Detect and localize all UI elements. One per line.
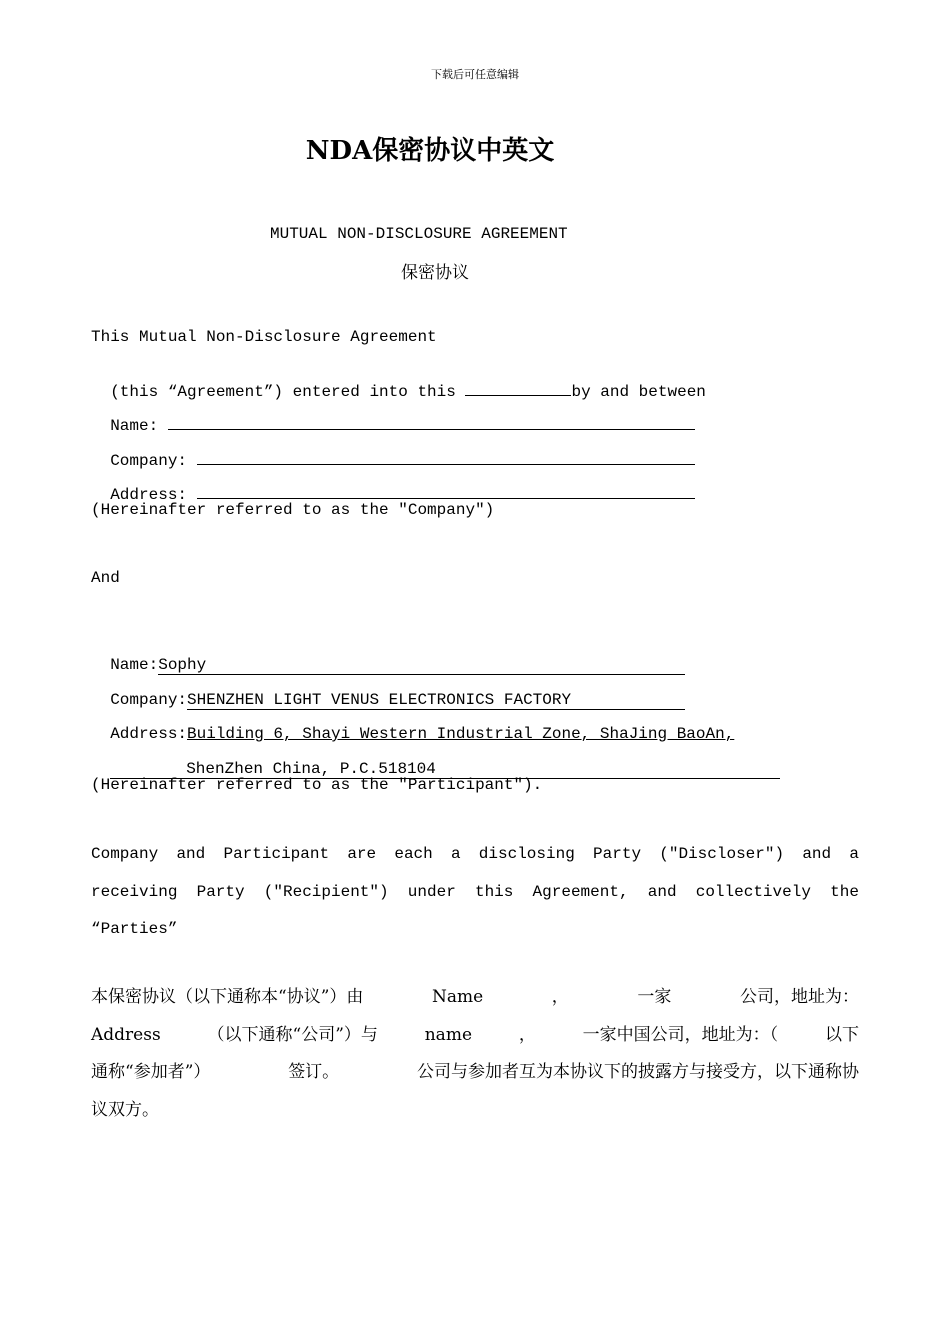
cn-segment: 一家中国公司，地址为：（ xyxy=(582,1024,779,1045)
party2-address-label: Address: xyxy=(110,725,188,743)
parties-word: disclosing xyxy=(478,845,575,863)
cn-segment: name xyxy=(424,1024,472,1045)
party2-name-value: Sophy xyxy=(158,656,685,675)
party2-address-value-2: ShenZhen China, P.C.518104 xyxy=(186,760,436,778)
party2-name-row xyxy=(91,638,685,675)
party1-company-row xyxy=(91,432,695,470)
party1-name-blank xyxy=(168,415,695,430)
parties-word: ("Discloser") xyxy=(659,845,785,863)
parties-word: and xyxy=(176,845,206,863)
party1-address-row xyxy=(91,466,695,504)
party1-address-label: Address: xyxy=(110,486,197,504)
parties-word: collectively xyxy=(695,882,811,901)
parties-paragraph xyxy=(91,836,859,949)
party2-company-row xyxy=(91,673,685,710)
and-text: And xyxy=(91,569,120,587)
header-note: 下载后可任意编辑 xyxy=(431,68,519,81)
party2-company-label: Company: xyxy=(110,691,188,709)
parties-word: the xyxy=(830,882,859,901)
cn-segment: 本保密协议（以下通称本“协议”）由 xyxy=(91,987,364,1007)
cn-segment: Address xyxy=(91,1024,161,1045)
cn-segment: ， xyxy=(518,1024,536,1045)
cn-segment: 签订。 xyxy=(288,1062,340,1082)
parties-word: Agreement, xyxy=(532,882,629,901)
parties-line-1 xyxy=(91,836,859,874)
party1-company-blank xyxy=(197,450,695,465)
agreement-title-cn: 保密协议 xyxy=(401,263,469,283)
parties-word: are xyxy=(347,845,377,863)
party1-company-label: Company: xyxy=(110,452,197,470)
parties-word: Company xyxy=(91,845,159,863)
party2-address-row xyxy=(91,707,734,743)
cn-line-2 xyxy=(91,1017,859,1055)
parties-line-2 xyxy=(91,874,859,912)
party2-address-value-1: Building 6, Shayi Western Industrial Zone, ShaJing BaoAn, xyxy=(187,725,735,743)
cn-segment: 通称“参加者”） xyxy=(91,1062,211,1082)
party2-referred: (Hereinafter referred to as the "Participant"). xyxy=(91,776,543,794)
parties-word: ("Recipient") xyxy=(263,882,389,901)
party1-address-blank xyxy=(197,484,695,499)
parties-word: a xyxy=(450,845,461,863)
cn-line-1 xyxy=(91,979,859,1017)
party2-address-row-2 xyxy=(91,742,780,779)
parties-word: and xyxy=(647,882,677,901)
party1-name-row xyxy=(91,397,695,435)
cn-paragraph xyxy=(91,979,859,1129)
cn-segment: 一家 xyxy=(637,987,672,1007)
cn-line-4 xyxy=(91,1092,859,1130)
cn-segment: （以下通称“公司”）与 xyxy=(207,1024,378,1045)
parties-word: a xyxy=(849,845,859,863)
party1-referred: (Hereinafter referred to as the "Company") xyxy=(91,501,495,519)
party1-name-label: Name: xyxy=(110,417,168,435)
agreement-title-en: MUTUAL NON-DISCLOSURE AGREEMENT xyxy=(270,225,568,243)
cn-segment: 公司与参加者互为本协议下的披露方与接受方，以下通称协 xyxy=(416,1062,859,1082)
parties-word: and xyxy=(802,845,832,863)
cn-line-3 xyxy=(91,1054,859,1092)
parties-word: Party xyxy=(196,882,245,901)
cn-segment: Name xyxy=(431,987,484,1007)
party2-name-label: Name: xyxy=(110,656,159,674)
parties-word: receiving xyxy=(91,882,178,901)
intro-line-2 xyxy=(91,363,706,401)
intro-by-between: by and between xyxy=(571,383,706,401)
cn-segment: ， xyxy=(551,987,569,1007)
parties-line-3: “Parties” xyxy=(91,920,178,938)
intro-text: (this “Agreement”) entered into this xyxy=(110,383,466,401)
intro-line-1: This Mutual Non-Disclosure Agreement xyxy=(91,328,437,346)
parties-word: Participant xyxy=(223,845,330,863)
party2-company-value: SHENZHEN LIGHT VENUS ELECTRONICS FACTORY xyxy=(187,691,685,710)
cn-segment: 公司，地址为： xyxy=(739,987,859,1007)
parties-word: this xyxy=(474,882,514,901)
parties-word: Party xyxy=(593,845,642,863)
cn-line-4-text: 议双方。 xyxy=(91,1099,159,1120)
document-title: NDA保密协议中英文 xyxy=(305,136,555,166)
parties-word: under xyxy=(407,882,456,901)
date-blank xyxy=(465,381,571,396)
parties-word: each xyxy=(394,845,433,863)
cn-segment: 以下 xyxy=(824,1024,859,1045)
